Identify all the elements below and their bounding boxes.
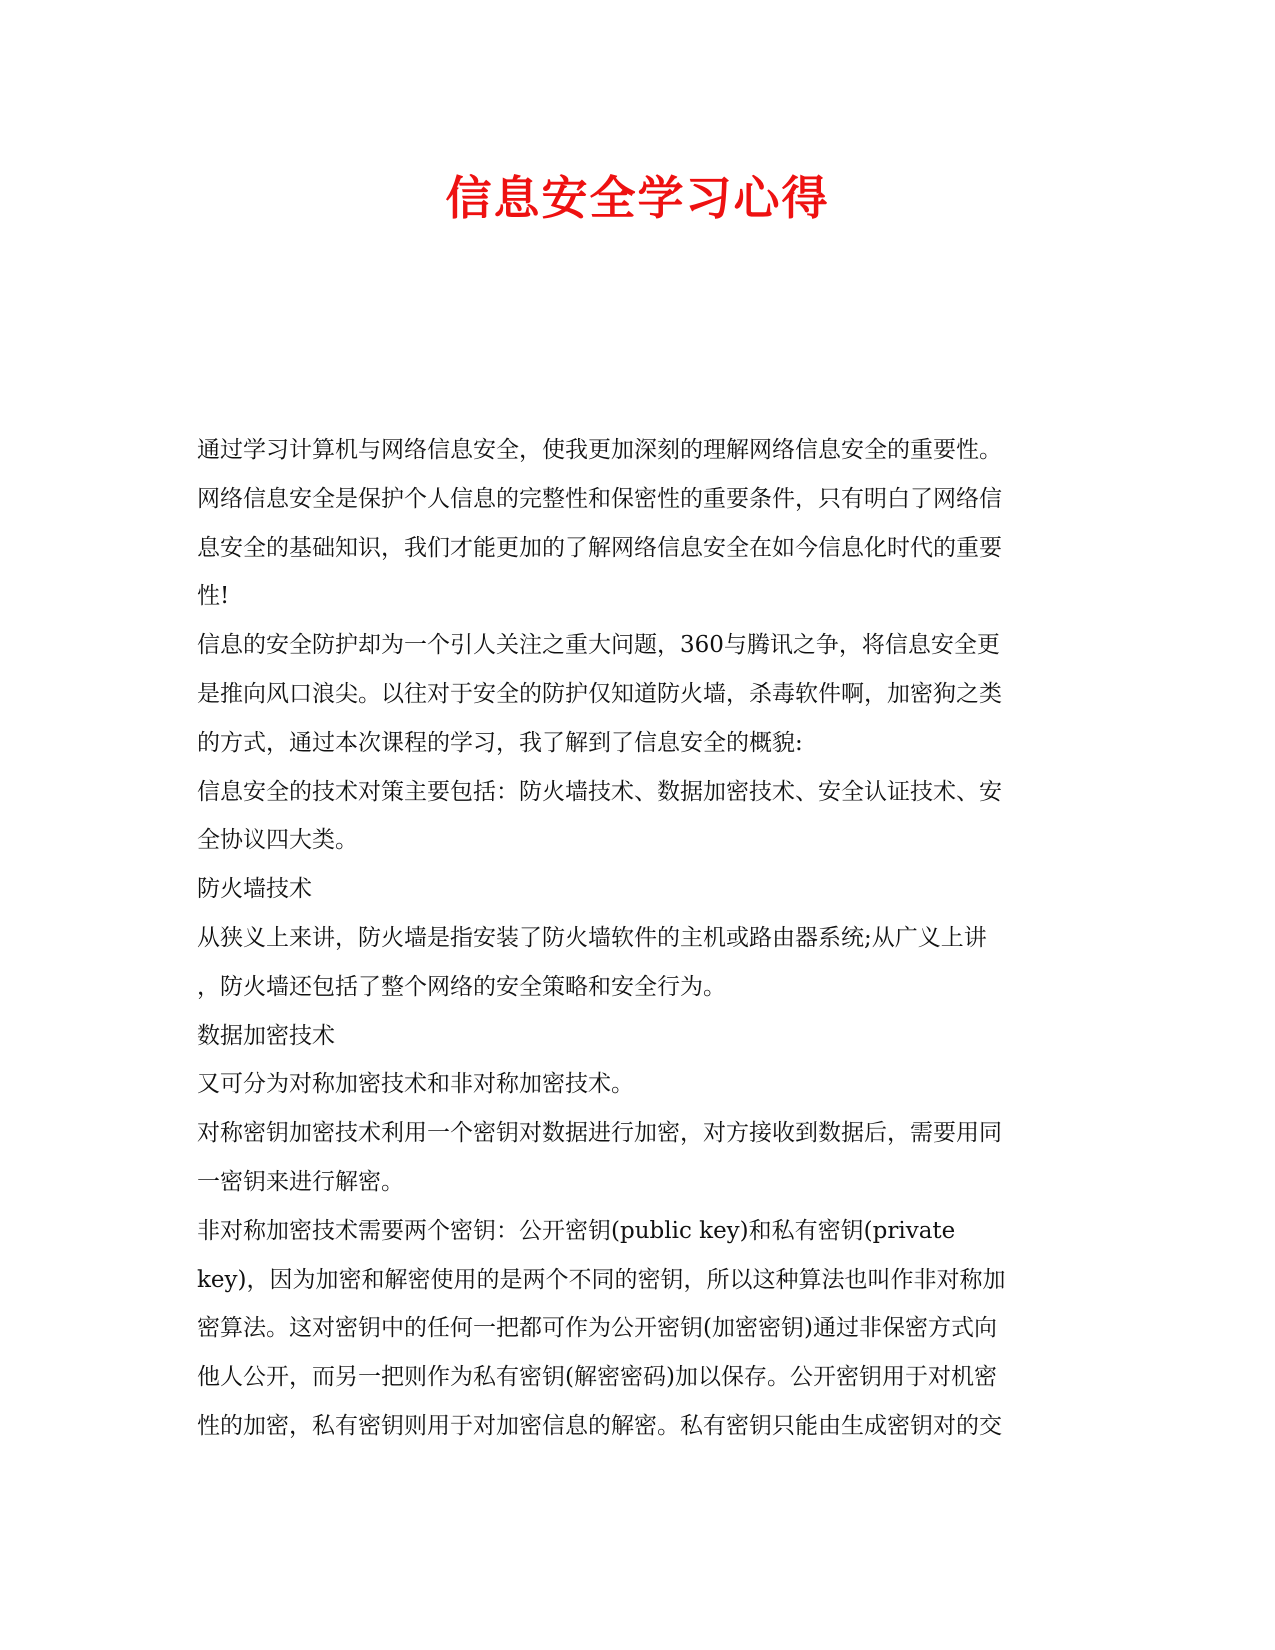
section-heading: 数据加密技术 — [197, 1022, 335, 1049]
text-line: 性! — [197, 583, 230, 610]
text-line: 的方式，通过本次课程的学习，我了解到了信息安全的概貌: — [197, 729, 803, 756]
text-line: 非对称加密技术需要两个密钥：公开密钥(public key)和私有密钥(private — [197, 1217, 956, 1244]
text-line: 一密钥来进行解密。 — [197, 1168, 404, 1195]
section-heading: 防火墙技术 — [197, 876, 312, 903]
text-line: ，防火墙还包括了整个网络的安全策略和安全行为。 — [197, 973, 726, 1000]
text-line: 信息安全的技术对策主要包括：防火墙技术、数据加密技术、安全认证技术、安 — [197, 778, 1002, 805]
text-line: 通过学习计算机与网络信息安全，使我更加深刻的理解网络信息安全的重要性。 — [197, 437, 1002, 463]
text-line: 从狭义上来讲，防火墙是指安装了防火墙软件的主机或路由器系统;从广义上讲 — [197, 924, 987, 951]
text-line: 对称密钥加密技术利用一个密钥对数据进行加密，对方接收到数据后，需要用同 — [197, 1120, 1002, 1147]
text-line: 全协议四大类。 — [197, 827, 358, 854]
text-line: 是推向风口浪尖。以往对于安全的防护仅知道防火墙，杀毒软件啊，加密狗之类 — [197, 680, 1002, 707]
text-line: 他人公开，而另一把则作为私有密钥(解密密码)加以保存。公开密钥用于对机密 — [197, 1364, 997, 1391]
text-line: key)，因为加密和解密使用的是两个不同的密钥，所以这种算法也叫作非对称加 — [197, 1266, 1006, 1293]
text-line: 信息的安全防护却为一个引人关注之重大问题，360与腾讯之争，将信息安全更 — [197, 632, 1000, 659]
document-title: 信息安全学习心得 — [445, 171, 830, 225]
text-line: 性的加密，私有密钥则用于对加密信息的解密。私有密钥只能由生成密钥对的交 — [197, 1412, 1002, 1439]
text-line: 息安全的基础知识，我们才能更加的了解网络信息安全在如今信息化时代的重要 — [197, 534, 1002, 561]
text-line: 又可分为对称加密技术和非对称加密技术。 — [197, 1071, 634, 1098]
text-line: 网络信息安全是保护个人信息的完整性和保密性的重要条件，只有明白了网络信 — [197, 485, 1002, 512]
document-body — [197, 426, 1077, 1451]
text-line: 密算法。这对密钥中的任何一把都可作为公开密钥(加密密钥)通过非保密方式向 — [197, 1315, 997, 1342]
